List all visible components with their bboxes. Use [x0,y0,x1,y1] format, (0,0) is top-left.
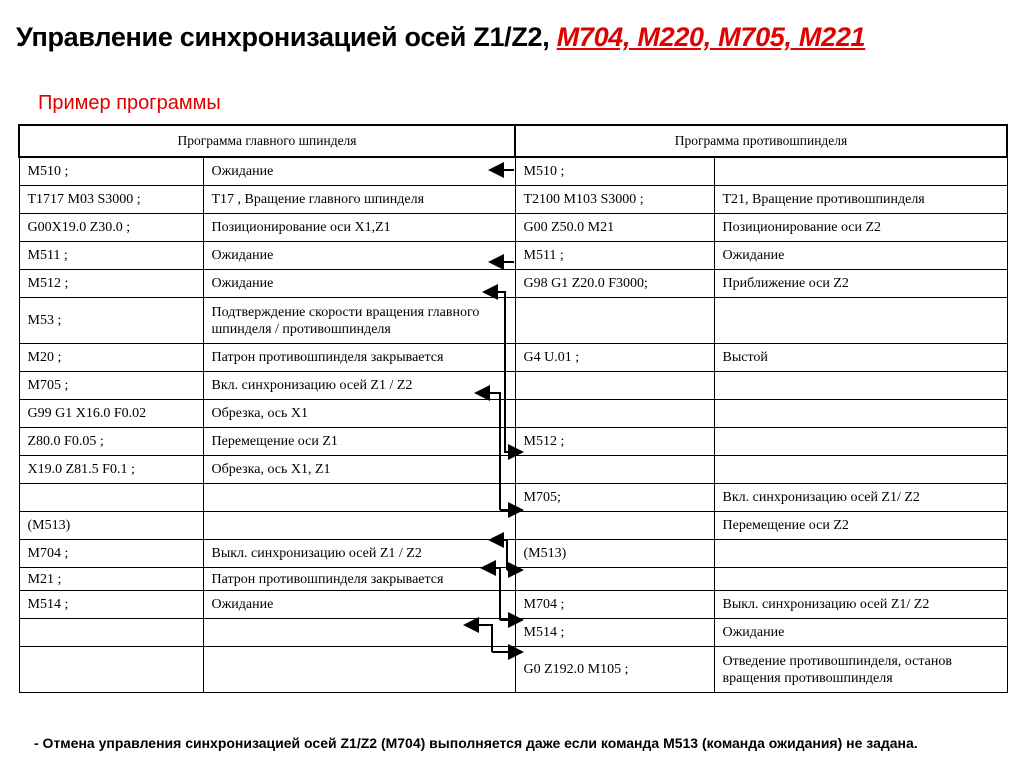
sub-comment-cell: Перемещение оси Z2 [714,512,1007,540]
sub-code-cell [515,400,714,428]
main-comment-cell: Выкл. синхронизацию осей Z1 / Z2 [203,540,515,568]
table-row [19,647,1007,693]
main-comment-cell [203,512,515,540]
main-comment-cell: Патрон противошпинделя закрывается [203,568,515,591]
main-comment-cell: Подтверждение скорости вращения главного шпинделя / противошпинделя [203,298,515,344]
sub-code-cell: G0 Z192.0 M105 ; [515,647,714,693]
main-code-cell: M512 ; [19,270,203,298]
sub-comment-cell [714,456,1007,484]
table-row [19,344,1007,372]
table-row [19,428,1007,456]
main-comment-cell: T17 , Вращение главного шпинделя [203,186,515,214]
sub-code-cell [515,568,714,591]
title-text: Управление синхронизацией осей Z1/Z2, [16,22,557,52]
main-comment-cell [203,647,515,693]
main-comment-cell: Ожидание [203,157,515,186]
sub-code-cell [515,372,714,400]
main-comment-cell [203,484,515,512]
sub-code-cell: G4 U.01 ; [515,344,714,372]
table-row [19,186,1007,214]
main-code-cell [19,619,203,647]
table-row [19,214,1007,242]
main-code-cell: M510 ; [19,157,203,186]
main-comment-cell [203,619,515,647]
sub-code-cell: G00 Z50.0 M21 [515,214,714,242]
sub-code-cell: G98 G1 Z20.0 F3000; [515,270,714,298]
main-code-cell: X19.0 Z81.5 F0.1 ; [19,456,203,484]
main-comment-cell: Обрезка, ось X1, Z1 [203,456,515,484]
main-code-cell [19,647,203,693]
main-comment-cell: Вкл. синхронизацию осей Z1 / Z2 [203,372,515,400]
table-row [19,372,1007,400]
table-row [19,242,1007,270]
main-code-cell: M20 ; [19,344,203,372]
sub-comment-cell: Вкл. синхронизацию осей Z1/ Z2 [714,484,1007,512]
sub-comment-cell: Позиционирование оси Z2 [714,214,1007,242]
sub-code-cell: M512 ; [515,428,714,456]
main-comment-cell: Ожидание [203,270,515,298]
sub-code-cell: M511 ; [515,242,714,270]
main-code-cell: M511 ; [19,242,203,270]
main-comment-cell: Перемещение оси Z1 [203,428,515,456]
sub-comment-cell [714,428,1007,456]
main-code-cell: (M513) [19,512,203,540]
main-comment-cell: Патрон противошпинделя закрывается [203,344,515,372]
main-code-cell: M21 ; [19,568,203,591]
sub-comment-cell [714,568,1007,591]
main-comment-cell: Ожидание [203,591,515,619]
table-row [19,568,1007,591]
table-row [19,512,1007,540]
sub-code-cell: M704 ; [515,591,714,619]
header-sub-spindle: Программа противошпинделя [515,125,1007,157]
table-row [19,540,1007,568]
sub-comment-cell: Выстой [714,344,1007,372]
sub-code-cell [515,298,714,344]
sub-comment-cell: Отведение противошпинделя, останов вращения противошпинделя [714,647,1007,693]
sub-code-cell [515,512,714,540]
main-code-cell: T1717 M03 S3000 ; [19,186,203,214]
table-row [19,484,1007,512]
table-row [19,456,1007,484]
main-code-cell: Z80.0 F0.05 ; [19,428,203,456]
table-row [19,298,1007,344]
main-code-cell: M53 ; [19,298,203,344]
footnote: - Отмена управления синхронизацией осей Z1/Z2 (M704) выполняется даже если команда M513 (команда ожидания) не задана. [34,735,918,751]
sub-comment-cell: Приближение оси Z2 [714,270,1007,298]
sub-comment-cell [714,372,1007,400]
sub-code-cell: T2100 M103 S3000 ; [515,186,714,214]
main-comment-cell: Ожидание [203,242,515,270]
main-code-cell: G00X19.0 Z30.0 ; [19,214,203,242]
main-code-cell: M514 ; [19,591,203,619]
main-comment-cell: Позиционирование оси X1,Z1 [203,214,515,242]
sub-code-cell: M705; [515,484,714,512]
table-row [19,270,1007,298]
sub-code-cell: M510 ; [515,157,714,186]
sub-comment-cell [714,298,1007,344]
program-table [18,124,1008,693]
main-code-cell: M705 ; [19,372,203,400]
main-comment-cell: Обрезка, ось X1 [203,400,515,428]
title-codes: M704, M220, M705, M221 [556,22,866,52]
sub-code-cell: (M513) [515,540,714,568]
sub-code-cell: M514 ; [515,619,714,647]
table-row [19,157,1007,186]
slide-title [16,22,865,53]
table-row [19,591,1007,619]
main-code-cell [19,484,203,512]
sub-comment-cell [714,157,1007,186]
main-code-cell: G99 G1 X16.0 F0.02 [19,400,203,428]
table-row [19,619,1007,647]
main-code-cell: M704 ; [19,540,203,568]
header-main-spindle: Программа главного шпинделя [19,125,515,157]
sub-comment-cell: Выкл. синхронизацию осей Z1/ Z2 [714,591,1007,619]
sub-comment-cell: Ожидание [714,619,1007,647]
sub-comment-cell: Ожидание [714,242,1007,270]
table-row [19,400,1007,428]
sub-code-cell [515,456,714,484]
sub-comment-cell: T21, Вращение противошпинделя [714,186,1007,214]
sub-comment-cell [714,540,1007,568]
subtitle: Пример программы [38,92,221,114]
sub-comment-cell [714,400,1007,428]
